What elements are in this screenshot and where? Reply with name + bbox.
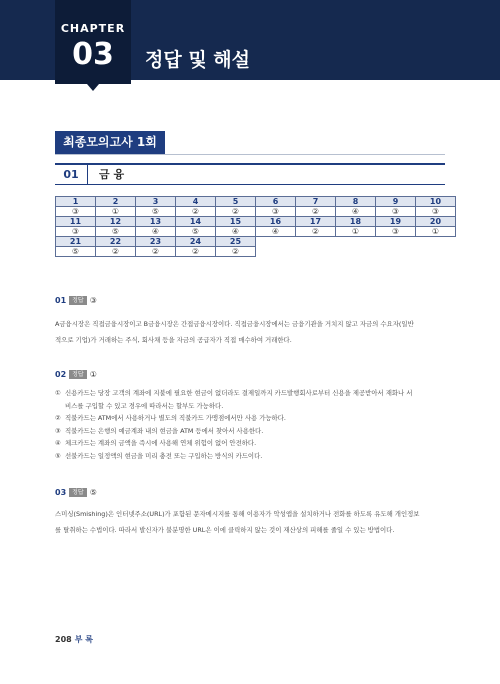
answer-number-row [56, 197, 456, 207]
answer-value-row [56, 227, 456, 237]
empty-cell [296, 247, 336, 257]
question-number: 5 [216, 197, 256, 207]
answer-value: ④ [136, 227, 176, 237]
explanation-option [55, 400, 445, 413]
question-number: 19 [376, 217, 416, 227]
chapter-title: 정답 및 해설 [145, 49, 250, 71]
explanation-body [55, 387, 445, 462]
question-number: 20 [416, 217, 456, 227]
answer-tag: 정답 [69, 370, 87, 379]
option-text: 직불카드는 ATM에서 사용하거나 별도의 직불카드 가맹점에서만 사용 가능하다. [65, 414, 286, 422]
explanation-option [55, 437, 445, 450]
question-number: 21 [56, 237, 96, 247]
question-number: 18 [336, 217, 376, 227]
question-number: 10 [416, 197, 456, 207]
answer-number-row [56, 237, 456, 247]
explanation-option [55, 412, 445, 425]
question-number: 13 [136, 217, 176, 227]
question-number: 3 [136, 197, 176, 207]
answer-value: ③ [56, 227, 96, 237]
section-divider [55, 154, 445, 155]
answer-value: ② [96, 247, 136, 257]
answer-value: ⑤ [176, 227, 216, 237]
explanation-body [55, 506, 445, 538]
option-mark: ③ [55, 426, 61, 435]
explanation-line: 스미싱(Smishing)은 인터넷주소(URL)가 포함된 문자메시지를 통해 이용자가 악성앱을 설치하거나 전화를 하도록 유도해 개인정보 [55, 510, 420, 518]
footer-label: 부 록 [74, 635, 93, 644]
question-number: 25 [216, 237, 256, 247]
answer-value: ② [136, 247, 176, 257]
empty-cell [256, 237, 296, 247]
question-number: 9 [376, 197, 416, 207]
answer-value: ③ [416, 207, 456, 217]
empty-cell [376, 237, 416, 247]
answer-mark: ③ [89, 296, 97, 305]
question-number: 24 [176, 237, 216, 247]
answer-value: ② [296, 227, 336, 237]
empty-cell [416, 237, 456, 247]
answer-value: ③ [376, 207, 416, 217]
answer-number-row [56, 217, 456, 227]
subject-number: 01 [55, 165, 88, 184]
answer-value: ④ [216, 227, 256, 237]
option-text: 직불카드는 은행의 예금계좌 내의 현금을 ATM 등에서 찾아서 사용한다. [65, 426, 264, 435]
answer-value: ④ [336, 207, 376, 217]
explanation-option [55, 425, 445, 438]
option-text: 체크카드는 계좌의 금액을 즉시에 사용해 연체 위험이 없어 안전하다. [65, 439, 257, 447]
answer-value: ② [176, 207, 216, 217]
answer-value-row [56, 207, 456, 217]
explanation-header [55, 296, 97, 308]
answer-mark: ⑤ [89, 488, 97, 497]
section-title-tab: 최종모의고사 1회 [55, 131, 165, 154]
question-number: 4 [176, 197, 216, 207]
empty-cell [376, 247, 416, 257]
question-number: 11 [56, 217, 96, 227]
answer-value: ① [416, 227, 456, 237]
explanation-option [55, 387, 445, 400]
explanation-line: 를 탈취하는 수법이다. 따라서 발신자가 불분명한 URL은 이에 클릭하지 않는 것이 재산상의 피해를 줄일 수 있는 방법이다. [55, 526, 395, 534]
explanation-line: A금융시장은 직접금융시장이고 B금융시장은 간접금융시장이다. 직접금융시장에서는 금융기관을 거치지 않고 자금의 수요자(일반 [55, 320, 414, 328]
question-number: 2 [96, 197, 136, 207]
explanation-header [55, 488, 97, 500]
answer-value-row [56, 247, 456, 257]
empty-cell [256, 247, 296, 257]
answer-value: ② [296, 207, 336, 217]
page-footer [55, 634, 93, 645]
explanation-line: 적으로 기업)가 거래하는 주식, 회사채 등을 자금의 공급자가 직접 매수하여 거래한다. [55, 336, 292, 344]
explanation-number: 03 [55, 488, 67, 497]
option-mark: ⑤ [55, 451, 61, 460]
answer-value: ③ [56, 207, 96, 217]
question-number: 15 [216, 217, 256, 227]
question-number: 22 [96, 237, 136, 247]
empty-cell [416, 247, 456, 257]
question-number: 23 [136, 237, 176, 247]
subject-title: 금 융 [99, 168, 125, 181]
option-mark [55, 400, 65, 413]
answer-value: ⑤ [96, 227, 136, 237]
option-mark: ① [55, 389, 61, 397]
answer-value: ⑤ [136, 207, 176, 217]
subject-header [55, 163, 445, 185]
answer-value: ② [216, 247, 256, 257]
answer-value: ④ [256, 227, 296, 237]
answer-tag: 정답 [69, 296, 87, 305]
empty-cell [336, 247, 376, 257]
answer-mark: ① [89, 370, 97, 379]
explanation-number: 01 [55, 296, 67, 305]
explanation-option [55, 450, 445, 463]
explanation-header [55, 370, 97, 382]
question-number: 7 [296, 197, 336, 207]
question-number: 6 [256, 197, 296, 207]
question-number: 16 [256, 217, 296, 227]
answer-value: ⑤ [56, 247, 96, 257]
option-text: 비스를 구입할 수 있고 경우에 따라서는 할부도 가능하다. [65, 401, 224, 410]
question-number: 12 [96, 217, 136, 227]
answer-value: ① [336, 227, 376, 237]
question-number: 1 [56, 197, 96, 207]
option-text: 선불카드는 일정액의 현금을 미리 충전 또는 구입하는 방식의 카드이다. [65, 451, 263, 460]
question-number: 14 [176, 217, 216, 227]
option-text: 신용카드는 당장 고객의 계좌에 지불에 필요한 현금이 없더라도 결제일까지 카드발행회사로부터 신용을 제공받아서 재화나 서 [65, 389, 413, 397]
chapter-label: CHAPTER [60, 22, 126, 35]
answer-value: ② [216, 207, 256, 217]
page-number: 208 [55, 635, 72, 644]
answer-tag: 정답 [69, 488, 87, 497]
answer-value: ③ [256, 207, 296, 217]
question-number: 8 [336, 197, 376, 207]
empty-cell [296, 237, 336, 247]
option-mark: ④ [55, 439, 61, 447]
answer-value: ① [96, 207, 136, 217]
explanation-number: 02 [55, 370, 67, 379]
option-mark: ② [55, 414, 61, 422]
answer-value: ③ [376, 227, 416, 237]
empty-cell [336, 237, 376, 247]
question-number: 17 [296, 217, 336, 227]
chapter-notch [87, 84, 99, 91]
answer-table [55, 196, 456, 257]
chapter-number: 03 [72, 37, 114, 72]
explanation-body [55, 316, 445, 348]
answer-value: ② [176, 247, 216, 257]
